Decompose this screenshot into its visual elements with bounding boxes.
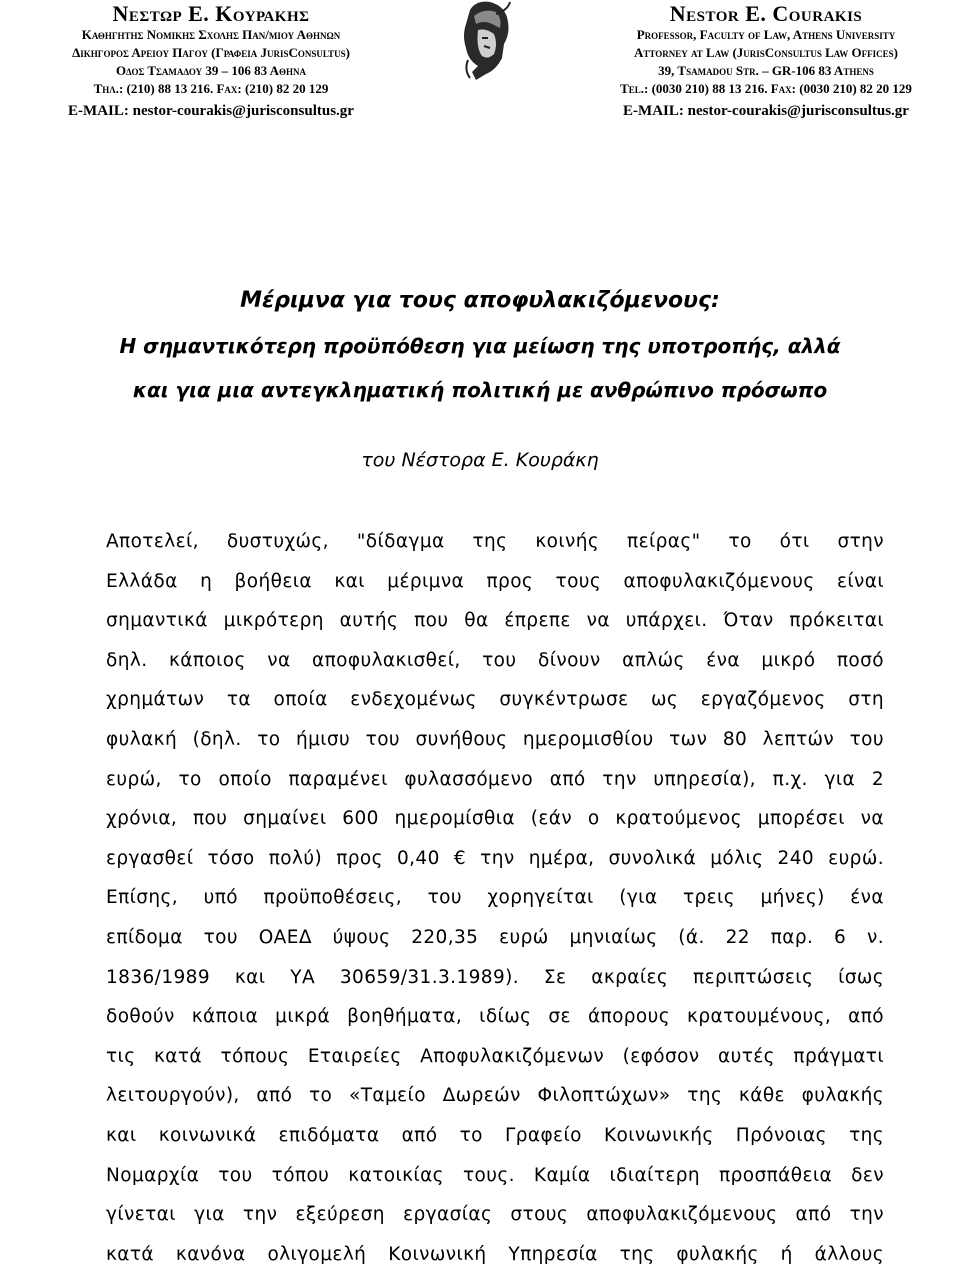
body-line: Νομαρχία του τόπου κατοικίας τους. Καμία ιδιαίτερη προσπάθεια δεν bbox=[106, 1164, 884, 1186]
body-line: δηλ. κάποιος να αποφυλακισθεί, του δίνουν απλώς ένα μικρό ποσό bbox=[106, 649, 884, 671]
author-name-english: Nestor E. Courakis bbox=[669, 1, 863, 26]
letterhead-english bbox=[574, 2, 958, 122]
body-line: λειτουργούν), από το «Ταμείο Δωρεών Φιλοπτώχων» της κάθε φυλακής bbox=[106, 1085, 884, 1107]
author-email-english[interactable]: E-MAIL: nestor-courakis@jurisconsultus.gr bbox=[623, 103, 909, 119]
body-line: Ελλάδα η βοήθεια και μέριμνα προς τους αποφυλακιζόμενους είναι bbox=[106, 570, 884, 592]
body-line: εργασθεί τόσο πολύ) προς 0,40 € την ημέρα, συνολικά μόλις 240 ευρώ. bbox=[106, 847, 884, 869]
article-heading bbox=[0, 278, 960, 412]
author-phone-greek: Τηλ.: (210) 88 13 216. Fax: (210) 82 20 129 bbox=[93, 81, 329, 96]
article-body bbox=[106, 522, 884, 1274]
author-address-greek: Οδος Τσαμαδου 39 – 106 83 Αθηνα bbox=[115, 63, 307, 78]
letterhead-greek bbox=[6, 2, 416, 122]
body-line: τις κατά τόπους Εταιρείες Αποφυλακιζόμενων (εφόσον αυτές πράγματι bbox=[106, 1045, 884, 1067]
body-line: και κοινωνικά επιδόματα από το Γραφείο Κοινωνικής Πρόνοιας της bbox=[106, 1124, 884, 1146]
body-line: δοθούν κάποια μικρά βοηθήματα, ιδίως σε άπορους κρατουμένους, από bbox=[106, 1006, 884, 1028]
athena-head-icon bbox=[456, 0, 514, 82]
author-title-english: Professor, Faculty of Law, Athens University bbox=[636, 27, 896, 42]
body-line: Επίσης, υπό προϋποθέσεις, του χορηγείται (για τρεις μήνες) ένα bbox=[106, 887, 884, 909]
body-line: χρημάτων τα οποία ενδεχομένως συγκέντρωσε ως εργαζόμενος στη bbox=[106, 689, 884, 711]
author-address-english: 39, Tsamadou Str. – GR-106 83 Athens bbox=[658, 63, 874, 78]
body-line: γίνεται για την εξεύρεση εργασίας στους αποφυλακιζόμενους από την bbox=[106, 1204, 884, 1226]
body-line: κατά κανόνα ολιγομελή Κοινωνική Υπηρεσία της φυλακής ή άλλους bbox=[106, 1243, 884, 1265]
body-line: σημαντικά μικρότερη αυτής που θα έπρεπε να υπάρχει. Όταν πρόκειται bbox=[106, 610, 884, 632]
body-line: χρόνια, που σημαίνει 600 ημερομίσθια (εάν ο κρατούμενος μπορέσει να bbox=[106, 808, 884, 830]
body-line: 1836/1989 και ΥΑ 30659/31.3.1989). Σε ακραίες περιπτώσεις ίσως bbox=[106, 966, 884, 988]
body-line: επίδομα του ΟΑΕΔ ύψους 220,35 ευρώ μηνιαίως (ά. 22 παρ. 6 ν. bbox=[106, 926, 884, 948]
author-email-greek[interactable]: E-MAIL: nestor-courakis@jurisconsultus.gr bbox=[68, 103, 354, 119]
author-phone-english: Tel.: (0030 210) 88 13 216. Fax: (0030 210) 82 20 129 bbox=[620, 81, 912, 96]
article-subtitle-line-2: και για μια αντεγκληματική πολιτική με ανθρώπινο πρόσωπο bbox=[132, 378, 828, 402]
author-title-greek: Καθηγητης Νομικης Σχολης Παν/μιου Αθηνων bbox=[81, 27, 341, 42]
article-title: Μέριμνα για τους αποφυλακιζόμενους: bbox=[240, 288, 720, 313]
body-line: Αποτελεί, δυστυχώς, "δίδαγμα της κοινής πείρας" το ότι στην bbox=[106, 531, 884, 552]
body-line: φυλακή (δηλ. το ήμισυ του συνήθους ημερομισθίου των 80 λεπτών του bbox=[106, 728, 884, 750]
article-byline: του Νέστορα Ε. Κουράκη bbox=[361, 449, 599, 471]
letterhead bbox=[0, 0, 960, 130]
author-name-greek: Νεστωρ Ε. Κουρακης bbox=[112, 1, 310, 26]
article-subtitle-line-1: Η σημαντικότερη προϋπόθεση για μείωση της υποτροπής, αλλά bbox=[119, 334, 841, 358]
author-office-english: Attorney at Law (JurisConsultus Law Offices) bbox=[633, 45, 899, 60]
author-office-greek: Δικηγορος Αρειου Παγου (Γραφεια JurisConsultus) bbox=[72, 45, 350, 60]
body-line: ευρώ, το οποίο παραμένει φυλασσόμενο από την υπηρεσία), π.χ. για 2 bbox=[106, 768, 884, 790]
